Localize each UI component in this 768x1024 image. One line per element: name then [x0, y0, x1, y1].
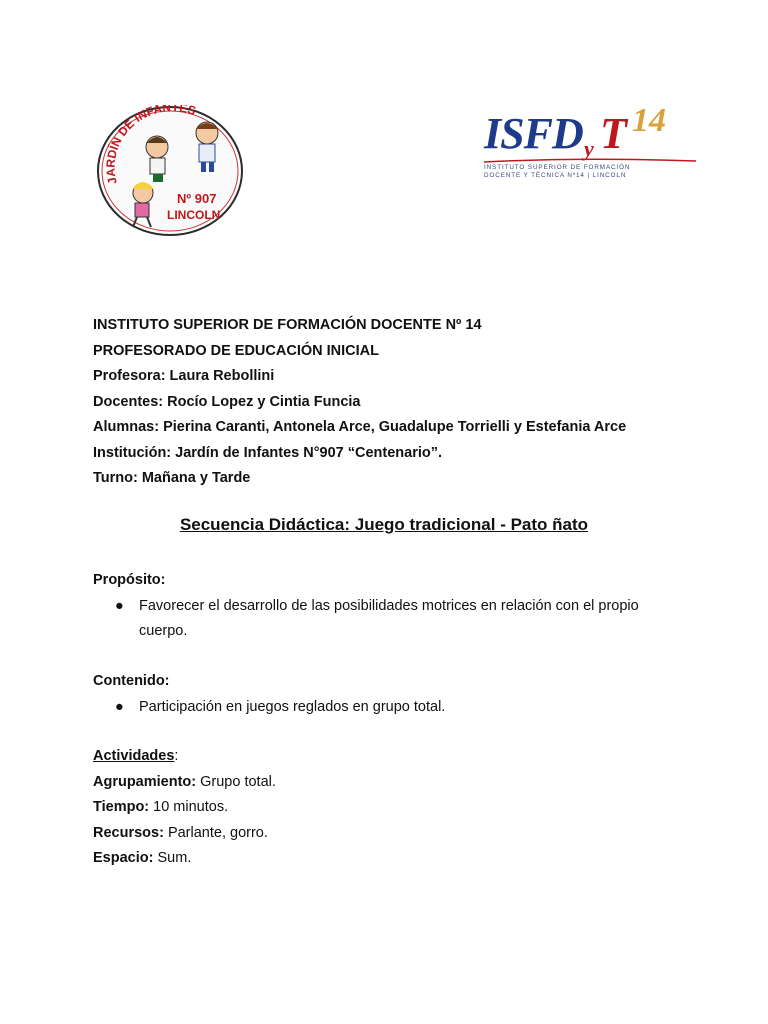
espacio-row: [93, 846, 276, 872]
agrupamiento-label: Agrupamiento:: [93, 773, 197, 790]
header-institute: INSTITUTO SUPERIOR DE FORMACIÓN DOCENTE Nº 14: [93, 317, 482, 333]
recursos-value: Parlante, gorro.: [163, 824, 268, 841]
section-contenido: [93, 669, 445, 720]
header-shift: Turno: Mañana y Tarde: [93, 470, 251, 486]
header-professor: Profesora: Laura Rebollini: [93, 368, 275, 384]
kindergarten-logo: [95, 105, 245, 237]
logo-brand-t: T: [600, 109, 627, 158]
header-program: PROFESORADO DE EDUCACIÓN INICIAL: [93, 342, 379, 359]
proposito-text-line2: cuerpo.: [139, 623, 188, 639]
proposito-text-line1: Favorecer el desarrollo de las posibilidades motrices en relación con el propio: [139, 597, 639, 614]
proposito-bullet-item: [93, 594, 639, 645]
espacio-value: Sum.: [153, 850, 192, 866]
contenido-heading: Contenido:: [93, 673, 170, 689]
bullet-icon: ●: [115, 597, 124, 614]
bullet-icon: ●: [115, 698, 124, 715]
agrupamiento-value: Grupo total.: [196, 773, 276, 790]
contenido-text-line1: Participación en juegos reglados en grupo total.: [139, 698, 446, 715]
actividades-heading: Actividades: [93, 748, 175, 764]
contenido-bullet-item: [93, 695, 445, 721]
logo-city: LINCOLN: [167, 208, 221, 222]
logo-subtitle-line2: DOCENTE Y TÉCNICA Nº14 | LINCOLN: [484, 172, 627, 179]
document-title: Secuencia Didáctica: Juego tradicional - Pato ñato: [179, 515, 589, 534]
isfdyt-logo: [484, 102, 696, 190]
logo-subtitle: [484, 164, 630, 180]
section-proposito: [93, 568, 639, 645]
logo-brand-y: y: [584, 136, 594, 161]
kindergarten-seal-icon: [95, 105, 245, 237]
recursos-row: [93, 821, 276, 847]
espacio-label: Espacio:: [93, 850, 154, 866]
header-teachers: Docentes: Rocío Lopez y Cintia Funcia: [93, 393, 361, 410]
actividades-heading-row: [93, 744, 276, 770]
logo-number: Nº 907: [177, 191, 217, 206]
header-students: Alumnas: Pierina Caranti, Antonela Arce, Guadalupe Torrielli y Estefania Arce: [93, 419, 627, 435]
logo-brand-main: ISFD: [484, 109, 583, 158]
document-header: [93, 313, 626, 492]
recursos-label: Recursos:: [93, 824, 164, 841]
header-institution: Institución: Jardín de Infantes N°907 “Centenario”.: [93, 444, 443, 461]
tiempo-label: Tiempo:: [93, 799, 150, 815]
logo-arc-text: JARDÍN DE INFANTES: [103, 105, 198, 186]
proposito-heading: Propósito:: [93, 572, 166, 588]
logo-subtitle-line1: INSTITUTO SUPERIOR DE FORMACIÓN: [484, 164, 631, 171]
logo-brand-number: 14: [632, 102, 666, 139]
actividades-colon: :: [174, 748, 179, 764]
section-actividades: [93, 744, 276, 872]
tiempo-row: [93, 795, 276, 821]
agrupamiento-row: [93, 770, 276, 796]
tiempo-value: 10 minutos.: [149, 799, 229, 815]
